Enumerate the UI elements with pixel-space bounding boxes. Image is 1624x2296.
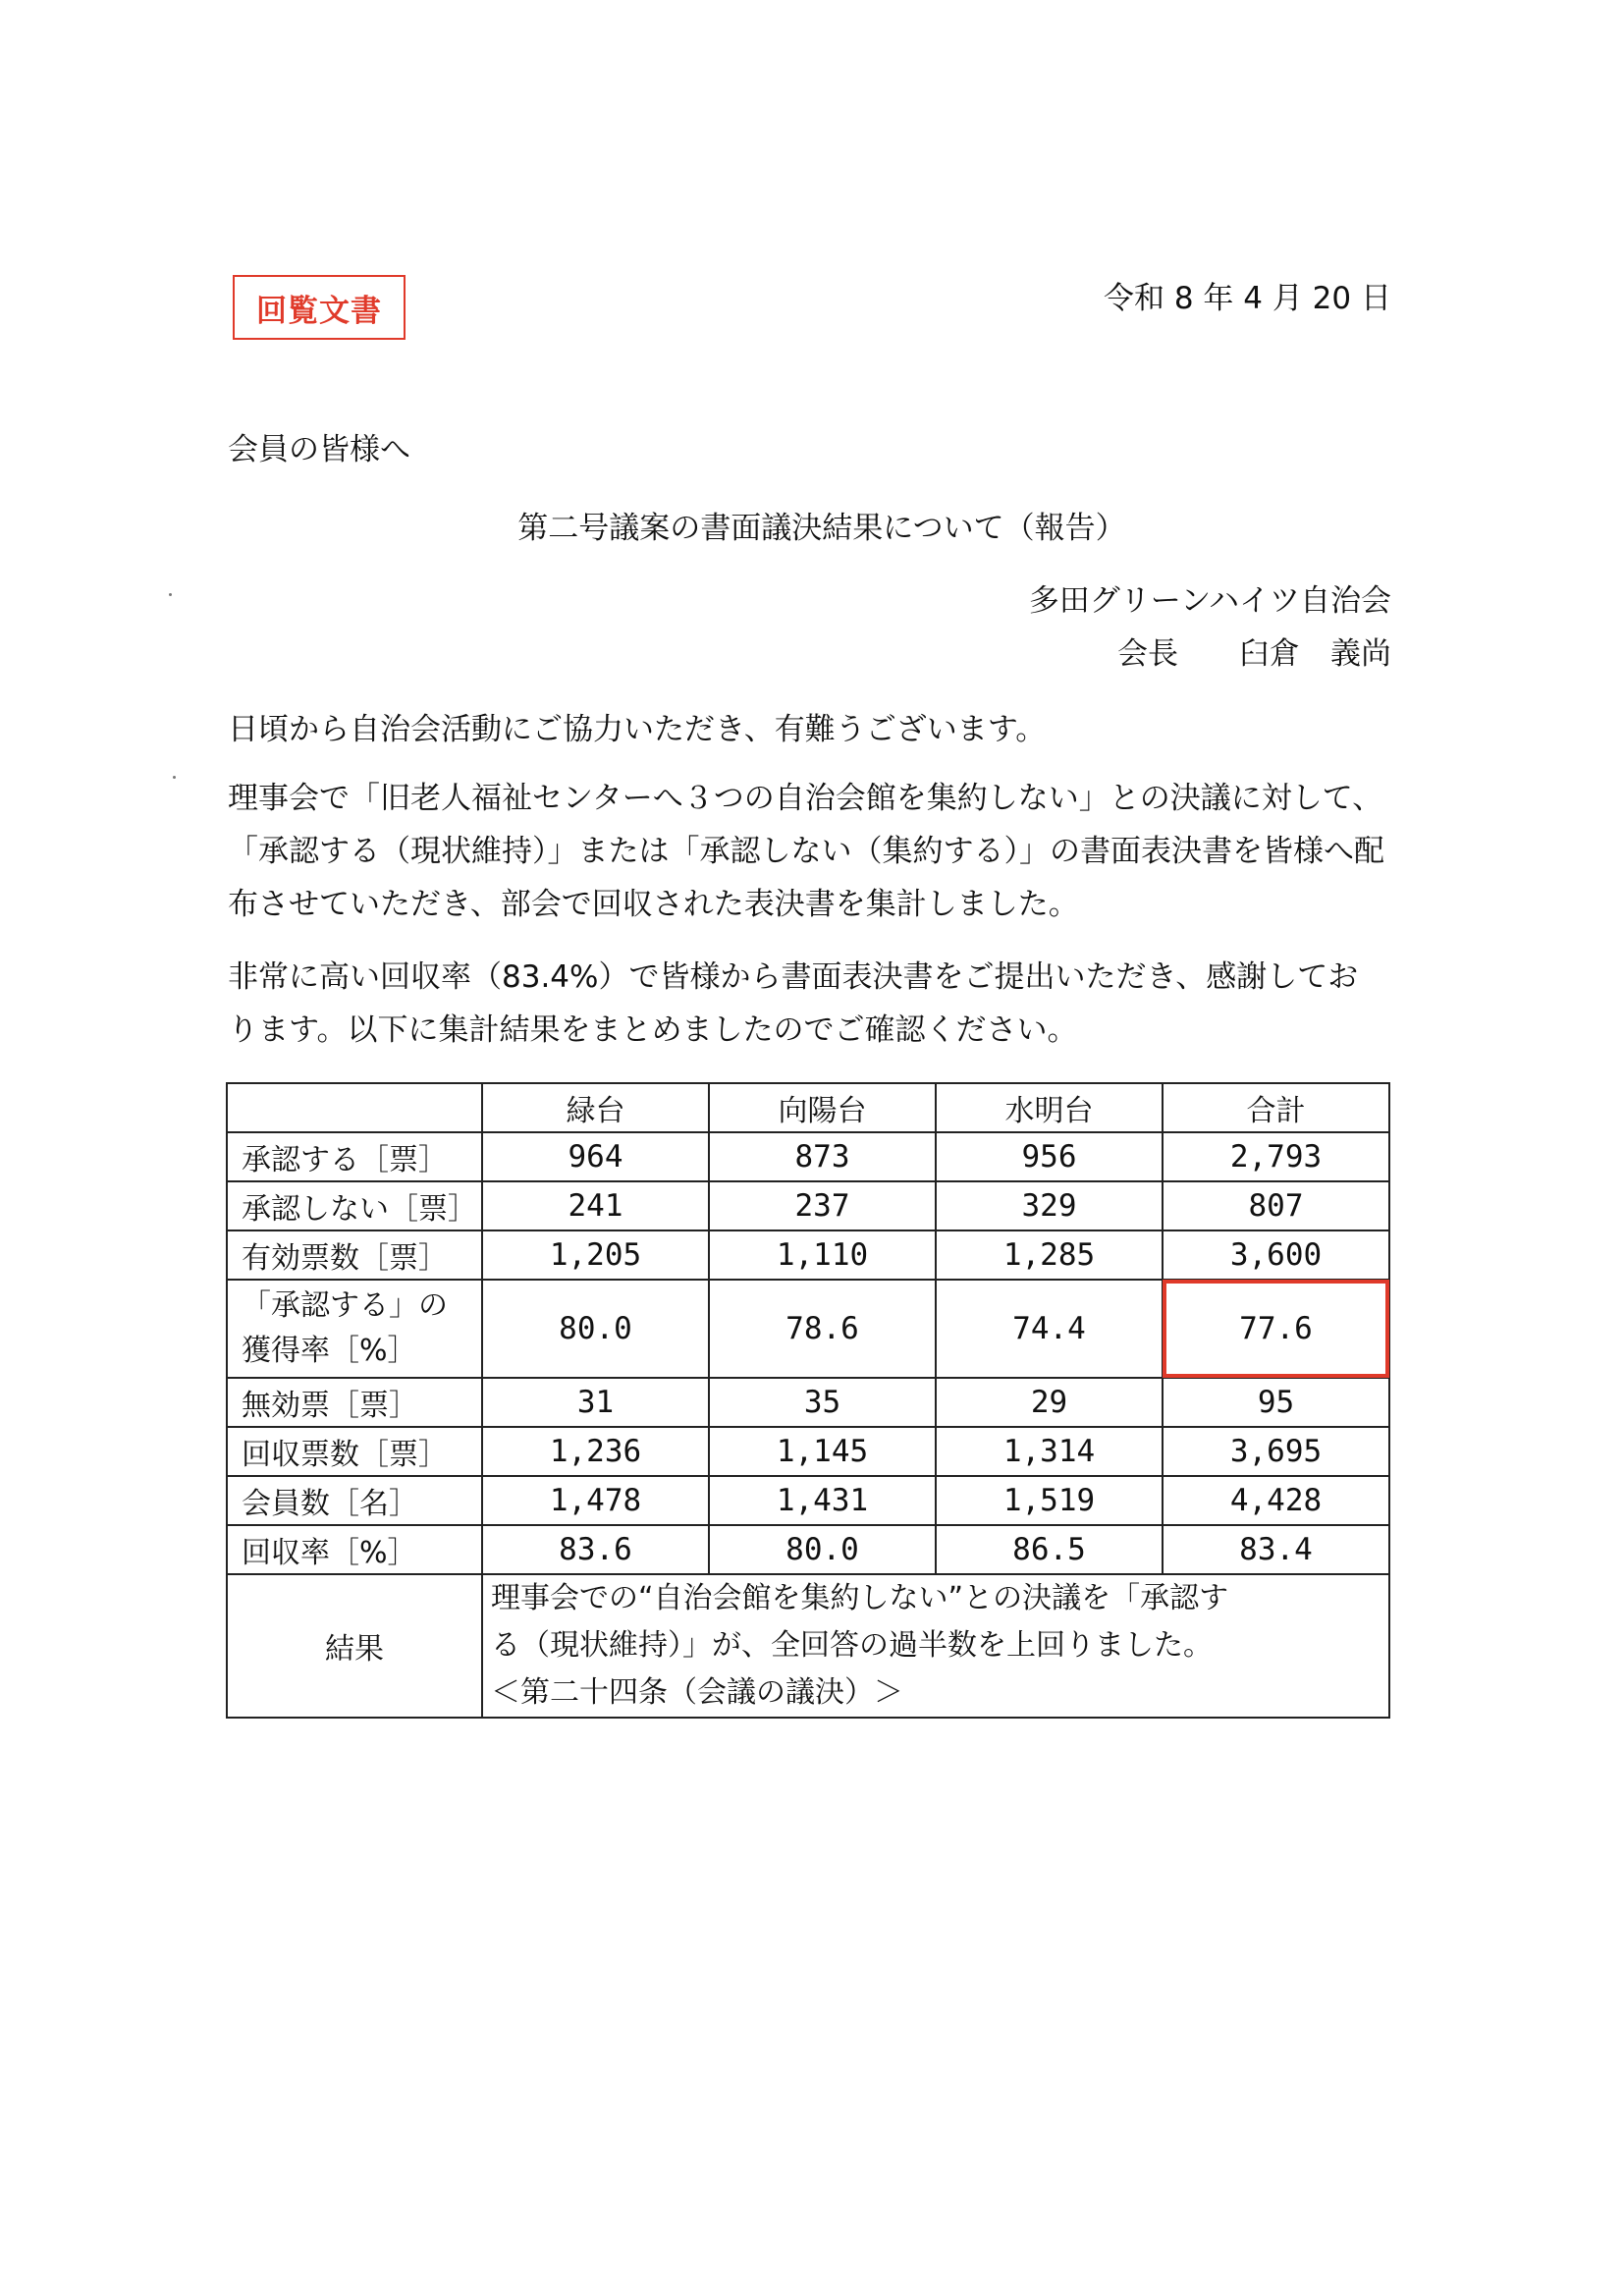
table-cell: 1,285 xyxy=(936,1230,1163,1280)
row-label: 有効票数［票］ xyxy=(227,1230,482,1280)
table-cell: 1,205 xyxy=(482,1230,709,1280)
paragraph-thanks: 非常に高い回収率（83.4%）で皆様から書面表決書をご提出いただき、感謝しております。以下に集計結果をまとめましたのでご確認ください。 xyxy=(228,959,1359,1048)
row-label: 無効票［票］ xyxy=(227,1378,482,1427)
paragraph-greeting: 日頃から自治会活動にご協力いただき、有難うございます。 xyxy=(228,712,1047,747)
row-label-line: 「承認する」の xyxy=(242,1288,448,1323)
table-cell: 329 xyxy=(936,1181,1163,1230)
table-cell: 3,695 xyxy=(1163,1427,1389,1476)
addressee: 会員の皆様へ xyxy=(228,432,410,467)
header-cell-blank xyxy=(227,1083,482,1132)
table-cell: 1,478 xyxy=(482,1476,709,1525)
result-text-line: 理事会での“自治会館を集約しない”との決議を「承認す xyxy=(491,1581,1229,1615)
highlighted-total-approval-rate: 77.6 xyxy=(1163,1280,1389,1378)
result-text-line: る（現状維持）」が、全回答の過半数を上回りました。 xyxy=(491,1628,1213,1663)
table-cell: 80.0 xyxy=(482,1280,709,1378)
header-cell-suimeidai: 水明台 xyxy=(936,1083,1163,1132)
table-cell: 95 xyxy=(1163,1378,1389,1427)
organization-name: 多田グリーンハイツ自治会 xyxy=(1028,583,1391,619)
scan-speck xyxy=(173,776,176,779)
table-cell: 78.6 xyxy=(709,1280,936,1378)
scan-speck xyxy=(169,593,172,596)
table-cell: 83.6 xyxy=(482,1525,709,1574)
signer-name: 会長 臼倉 義尚 xyxy=(1117,636,1391,672)
table-cell: 807 xyxy=(1163,1181,1389,1230)
result-text-line: ＜第二十四条（会議の議決）＞ xyxy=(491,1675,903,1710)
table-cell: 35 xyxy=(709,1378,936,1427)
table-row xyxy=(227,1230,1389,1280)
table-cell: 4,428 xyxy=(1163,1476,1389,1525)
table-cell: 2,793 xyxy=(1163,1132,1389,1181)
result-text xyxy=(482,1574,1389,1718)
table-cell: 80.0 xyxy=(709,1525,936,1574)
table-row-approval-rate xyxy=(227,1280,1389,1378)
table-cell: 83.4 xyxy=(1163,1525,1389,1574)
table-row xyxy=(227,1132,1389,1181)
document-date: 令和 8 年 4 月 20 日 xyxy=(1103,281,1391,316)
table-row-result xyxy=(227,1574,1389,1718)
document-title: 第二号議案の書面議決結果について（報告） xyxy=(517,511,1126,546)
row-label: 回収率［%］ xyxy=(227,1525,482,1574)
header-cell-koyodai: 向陽台 xyxy=(709,1083,936,1132)
row-label-line: 獲得率［%］ xyxy=(242,1334,417,1368)
table-cell: 31 xyxy=(482,1378,709,1427)
table-row xyxy=(227,1476,1389,1525)
table-row xyxy=(227,1525,1389,1574)
paragraph-background: 理事会で「旧老人福祉センターへ３つの自治会館を集約しない」との決議に対して、「承認する（現状維持）」または「承認しない（集約する）」の書面表決書を皆様へ配布させていただき、部会で回収された表決書を集計しました。 xyxy=(228,781,1384,922)
row-label: 回収票数［票］ xyxy=(227,1427,482,1476)
table-cell: 1,236 xyxy=(482,1427,709,1476)
table-cell: 74.4 xyxy=(936,1280,1163,1378)
header-cell-total: 合計 xyxy=(1163,1083,1389,1132)
table-row xyxy=(227,1181,1389,1230)
row-label: 会員数［名］ xyxy=(227,1476,482,1525)
table-cell: 86.5 xyxy=(936,1525,1163,1574)
table-cell: 241 xyxy=(482,1181,709,1230)
table-cell: 964 xyxy=(482,1132,709,1181)
header-cell-midoridai: 緑台 xyxy=(482,1083,709,1132)
table-cell: 3,600 xyxy=(1163,1230,1389,1280)
circulation-stamp: 回覧文書 xyxy=(233,275,406,340)
table-row xyxy=(227,1427,1389,1476)
row-label: 承認しない［票］ xyxy=(227,1181,482,1230)
table-cell: 1,431 xyxy=(709,1476,936,1525)
table-cell: 237 xyxy=(709,1181,936,1230)
table-row xyxy=(227,1378,1389,1427)
table-cell: 873 xyxy=(709,1132,936,1181)
table-cell: 1,519 xyxy=(936,1476,1163,1525)
table-cell: 1,314 xyxy=(936,1427,1163,1476)
table-header-row xyxy=(227,1083,1389,1132)
row-label xyxy=(227,1280,482,1378)
results-table xyxy=(226,1082,1390,1719)
table-cell: 1,145 xyxy=(709,1427,936,1476)
table-cell: 29 xyxy=(936,1378,1163,1427)
table-cell: 1,110 xyxy=(709,1230,936,1280)
row-label: 承認する［票］ xyxy=(227,1132,482,1181)
result-label: 結果 xyxy=(227,1574,482,1718)
table-cell: 956 xyxy=(936,1132,1163,1181)
